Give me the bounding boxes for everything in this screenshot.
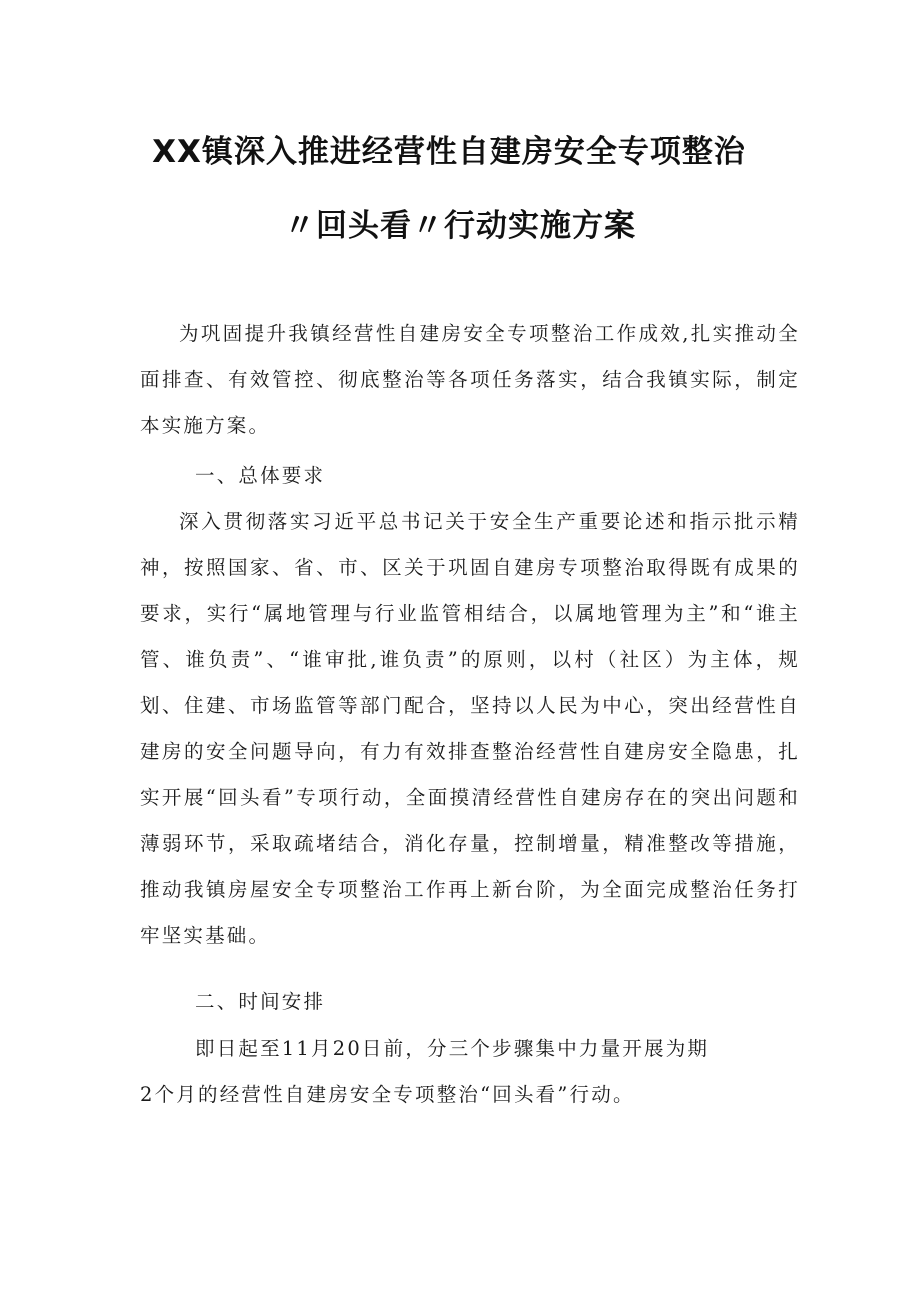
section-1-heading: 一、总体要求 bbox=[195, 464, 326, 487]
document-title-line-2: 〃回头看〃行动实施方案 bbox=[284, 208, 636, 244]
intro-paragraph: 为巩固提升我镇经营性自建房安全专项整治工作成效,扎实推动全面排查、有效管控、彻底整治等各项任务落实，结合我镇实际，制定本实施方案。 bbox=[140, 322, 800, 437]
section-2-heading: 二、时间安排 bbox=[195, 990, 326, 1013]
section-1-paragraph: 深入贯彻落实习近平总书记关于安全生产重要论述和指示批示精神，按照国家、省、市、区关于巩固自建房专项整治取得既有成果的要求，实行“属地管理与行业监管相结合，以属地管理为主”和“谁主管、谁负责”、“谁审批,谁负责”的原则，以村（社区）为主体，规划、住建、市场监管等部门配合，坚持以人民为中心，突出经营性自建房的安全问题导向，有力有效排查整治经营性自建房安全隐患，扎实开展“回头看”专项行动，全面摸清经营性自建房存在的突出问题和薄弱环节，采取疏堵结合，消化存量，控制增量，精准整改等措施，推动我镇房屋安全专项整治工作再上新台阶，为全面完成整治任务打牢坚实基础。 bbox=[140, 510, 800, 947]
section-2-line-2: 2个月的经营性自建房安全专项整治“回头看”行动。 bbox=[140, 1083, 635, 1106]
section-2-line-1: 即日起至11月20日前，分三个步骤集中力量开展为期 bbox=[195, 1037, 710, 1060]
document-title-line-1: XX镇深入推进经营性自建房安全专项整治 bbox=[152, 134, 746, 170]
